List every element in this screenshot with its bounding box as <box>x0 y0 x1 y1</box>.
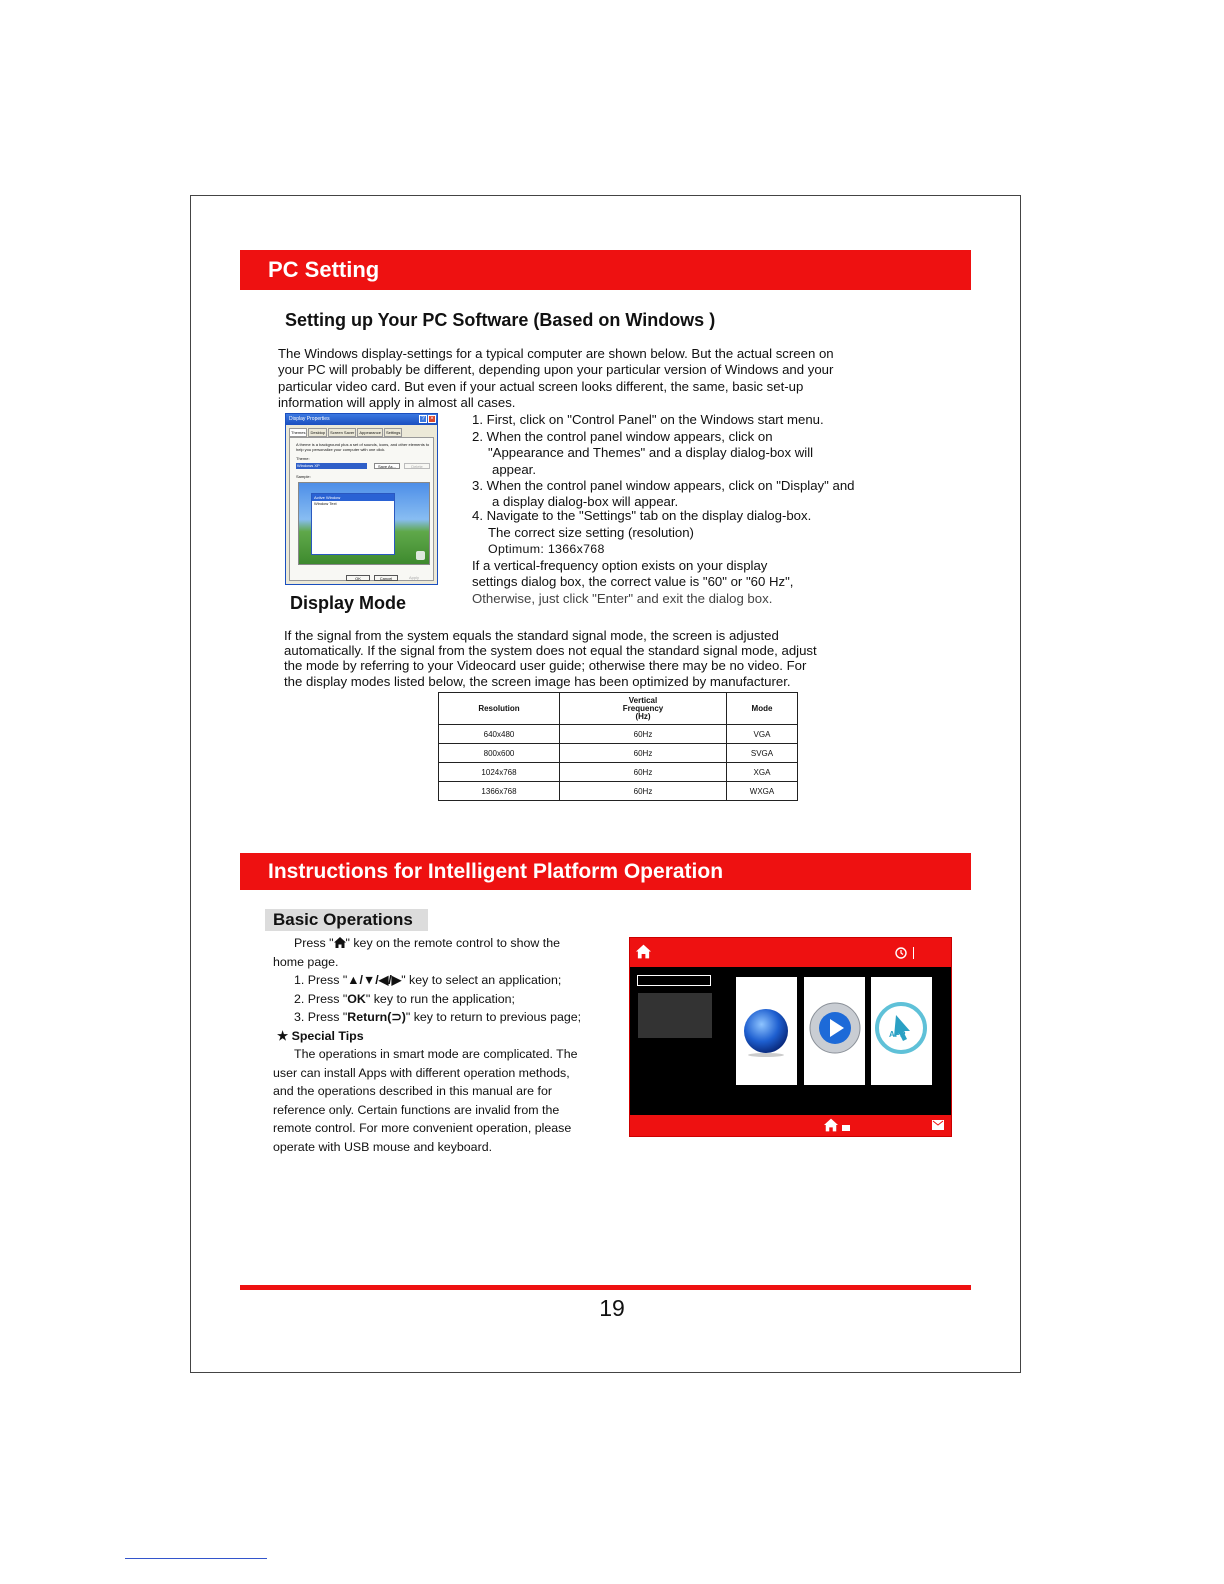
home-icon <box>636 944 651 959</box>
table-cell: XGA <box>727 763 798 782</box>
recycle-bin-icon <box>416 551 425 560</box>
apply-button: Apply <box>408 575 419 580</box>
save-as-button: Save As... <box>374 463 400 469</box>
table-cell: 60Hz <box>560 744 727 763</box>
table-row <box>439 725 798 744</box>
dialog-buttons <box>346 575 426 581</box>
display-mode-line: the mode by referring to your Videocard user guide; otherwise there may be no video. For <box>284 658 807 674</box>
table-row <box>439 744 798 763</box>
special-tips-heading <box>273 1027 613 1046</box>
step-line: 4. Navigate to the "Settings" tab on the display dialog-box. <box>472 507 812 523</box>
step-line: Otherwise, just click "Enter" and exit the dialog box. <box>472 590 773 606</box>
tab-desktop: Desktop <box>310 430 326 435</box>
tab-appearance: Appearance <box>359 430 381 435</box>
home-icon <box>824 1118 838 1132</box>
intro-paragraph <box>278 346 898 412</box>
ok-key: OK <box>347 991 366 1006</box>
special-tips-title: Special Tips <box>291 1028 364 1043</box>
delete-button: Delete <box>404 463 430 469</box>
home-icon <box>334 937 346 948</box>
table-row <box>439 763 798 782</box>
text-fragment: 2. Press " <box>294 991 348 1006</box>
tab-screen-saver: Screen Saver <box>330 430 355 435</box>
step-line: a display dialog-box will appear. <box>492 493 679 509</box>
menu-icon <box>842 1125 850 1131</box>
tab-themes: Themes <box>291 430 306 435</box>
text-fragment: " key to return to previous page; <box>405 1010 582 1024</box>
table-cell: 60Hz <box>560 725 727 744</box>
dialog-body <box>289 437 434 581</box>
step-line: 3. When the control panel window appears, click on "Display" and <box>472 478 855 494</box>
tips-line: and the operations described in this manual are for <box>273 1084 552 1098</box>
table-cell: SVGA <box>727 744 798 763</box>
close-icon: × <box>428 415 436 423</box>
play-icon <box>808 1001 862 1055</box>
display-mode-line: automatically. If the signal from the system does not equal the standard signal mode, adjust <box>284 643 817 659</box>
table-cell: 60Hz <box>560 782 727 801</box>
intro-line: your PC will probably be different, depending upon your particular version of Windows and your <box>278 362 834 378</box>
table-header: Mode <box>727 693 798 725</box>
step-line: settings dialog box, the correct value is "60" or "60 Hz", <box>472 574 794 590</box>
tv-bottom-bar <box>630 1115 951 1136</box>
text-fragment: 3. Press " <box>294 1010 348 1024</box>
sample-preview <box>298 482 430 565</box>
app-label: APP <box>889 1030 906 1039</box>
table-cell: 60Hz <box>560 763 727 782</box>
text-fragment: " key to select an application; <box>401 973 562 987</box>
press-home-line <box>273 934 613 953</box>
dialog-description: A theme is a background plus a set of sounds, icons, and other elements to help you personalize your computer with one click. <box>296 442 430 452</box>
dialog-tabs <box>286 425 437 437</box>
bottom-link-line <box>125 1558 267 1559</box>
table-header: Vertical Frequency (Hz) <box>560 693 727 725</box>
preview-tile <box>638 993 712 1038</box>
search-box <box>637 975 711 986</box>
browser-app-card <box>736 977 797 1085</box>
tips-line: operate with USB mouse and keyboard. <box>273 1139 493 1154</box>
tips-line: reference only. Certain functions are invalid from the <box>273 1102 560 1117</box>
tips-line: The operations in smart mode are complicated. The <box>294 1047 578 1061</box>
intelligent-platform-header: Instructions for Intelligent Platform Operation <box>240 853 971 890</box>
mail-icon <box>932 1120 944 1130</box>
arrow-keys: ▲/▼/◀/▶ <box>347 973 402 987</box>
table-cell: WXGA <box>727 782 798 801</box>
display-mode-table <box>438 692 798 801</box>
display-mode-line: If the signal from the system equals the standard signal mode, the screen is adjusted <box>284 628 779 643</box>
text-fragment: " key on the remote control to show the <box>345 936 560 950</box>
window-text: Window Text <box>314 501 337 506</box>
tips-line: remote control. For more convenient operation, please <box>273 1121 572 1135</box>
table-cell: 800x600 <box>439 744 560 763</box>
theme-label: Theme: <box>296 456 310 461</box>
divider <box>913 947 914 959</box>
operation-step-2 <box>273 990 613 1009</box>
basic-operations-text <box>273 934 613 1156</box>
table-row <box>439 782 798 801</box>
star-icon: ★ <box>277 1028 289 1043</box>
dialog-title: Display Properties <box>289 416 330 422</box>
pc-setting-header: PC Setting <box>240 250 971 290</box>
step-line: Optimum: 1366x768 <box>488 542 605 557</box>
step-line: 2. When the control panel window appears, click on <box>472 428 773 444</box>
app-icon <box>874 1001 929 1056</box>
active-window-title: Active Window <box>312 494 394 501</box>
table-cell: 1366x768 <box>439 782 560 801</box>
display-mode-text <box>284 628 884 689</box>
dialog-title-bar <box>286 414 437 425</box>
tab-settings: Settings <box>385 430 401 435</box>
press-home-line-2: home page. <box>273 954 339 969</box>
tv-top-bar <box>630 938 951 967</box>
media-player-app-card <box>804 977 865 1085</box>
intro-line: particular video card. But even if your actual screen looks different, the same, basic set-up <box>278 378 804 394</box>
display-mode-line: the display modes listed below, the screen image has been optimized by manufacturer. <box>284 673 791 689</box>
theme-select: Windows XP <box>296 463 367 469</box>
step-line: 1. First, click on "Control Panel" on the Windows start menu. <box>472 412 824 427</box>
help-icon: ? <box>419 415 427 423</box>
basic-operations-title: Basic Operations <box>265 909 428 931</box>
text-fragment: 1. Press " <box>294 973 348 987</box>
text-fragment: " key to run the application; <box>365 991 515 1006</box>
sample-window <box>311 493 395 555</box>
table-header: Resolution <box>439 693 560 725</box>
table-cell: VGA <box>727 725 798 744</box>
sample-label: Sample: <box>296 474 311 479</box>
step-line: "Appearance and Themes" and a display dialog-box will <box>488 445 814 461</box>
setup-steps <box>472 412 892 608</box>
intro-line: information will apply in almost all cases. <box>278 395 516 411</box>
table-cell: 640x480 <box>439 725 560 744</box>
table-header-row <box>439 693 798 725</box>
step-line: If a vertical-frequency option exists on your display <box>472 557 768 573</box>
step-line: appear. <box>492 461 536 477</box>
page-number: 19 <box>599 1295 625 1321</box>
cancel-button: Cancel <box>374 575 398 581</box>
operation-step-1 <box>273 971 613 990</box>
display-mode-title: Display Mode <box>290 593 407 613</box>
text-fragment: Press " <box>294 936 334 950</box>
clock-icon <box>895 947 907 959</box>
intro-line: The Windows display-settings for a typical computer are shown below. But the actual screen on <box>278 346 834 361</box>
tips-line: user can install Apps with different operation methods, <box>273 1065 570 1080</box>
footer-rule <box>240 1285 971 1290</box>
tv-home-screenshot <box>629 937 952 1137</box>
step-line: The correct size setting (resolution) <box>488 524 694 540</box>
app-store-card <box>871 977 932 1085</box>
table-cell: 1024x768 <box>439 763 560 782</box>
display-properties-screenshot <box>285 413 438 585</box>
globe-icon <box>741 1007 791 1057</box>
pc-software-subtitle: Setting up Your PC Software (Based on Windows ) <box>285 310 716 330</box>
ok-button: OK <box>346 575 370 581</box>
operation-step-3 <box>273 1008 613 1027</box>
return-key: Return(⊃) <box>347 1010 406 1024</box>
